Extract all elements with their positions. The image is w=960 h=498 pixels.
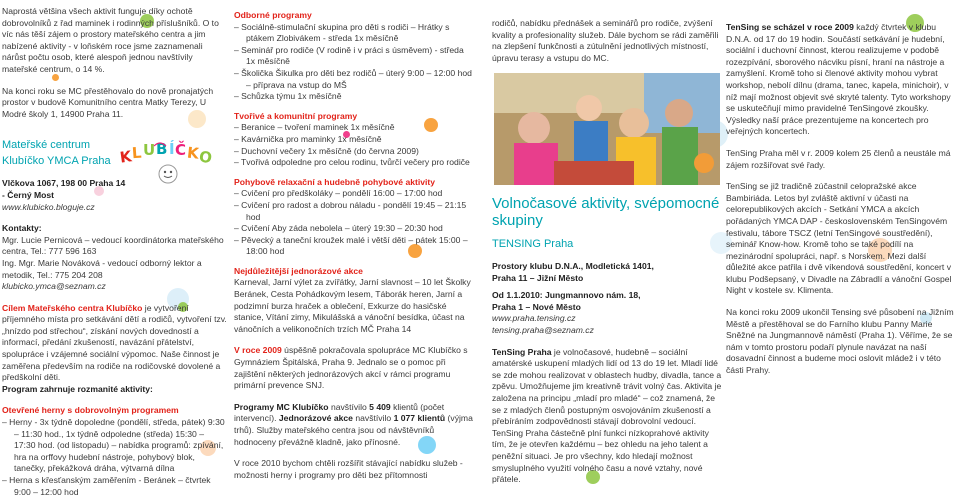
svg-text:O: O <box>197 147 214 168</box>
contact-2: Ing. Mgr. Marie Nováková - vedoucí odborný lektor a metodik, Tel.: 775 204 208 <box>2 257 202 280</box>
intro-paragraph: Naprostá většina všech aktivit funguje díky ochotě dobrovolníků z řad maminek i rodinných příslušníků. O to víc nás těší zájem o prostory mateřského centra a jim nabízené aktivity - v loňském roce jsme zaznamenali nárůst počtu osob, které alespoň jednou navštívily mateřské centrum, o 14 %. <box>2 6 219 74</box>
tensing-move: Na konci roku 2009 ukončil Tensing své působení na Jižním Městě a přestěhoval se do Farního klubu Panny Marie Sněžné na Jungmannově náměstí (Praha 1). Věříme, že se nám v tomto prostoru podaří plynule navázat na naší dosavadní činnost a budeme moci oslovit mládež i v této části Prahy. <box>726 307 954 376</box>
list-item: – Tvořivá odpoledne pro celou rodinu, tvůrčí večery pro rodiče <box>234 157 470 168</box>
column-3-lower <box>492 195 722 496</box>
list-item: – Duchovní večery 1x měsíčně (do června 2009) <box>234 145 419 156</box>
svg-text:Č: Č <box>175 141 187 159</box>
leisure-title: Volnočasové aktivity, svépomocné skupiny <box>492 195 720 229</box>
svg-text:K: K <box>186 143 200 163</box>
list-item: – Cvičení pro radost a dobrou náladu - pondělí 19:45 – 21:15 hod <box>234 199 467 222</box>
address-line2: - Černý Most <box>2 189 55 200</box>
tensing-subtitle: TENSING Praha <box>492 238 574 250</box>
stats-paragraph: Programy MC Klubíčko navštívilo 5 409 klientů (počet intervencí). Jednorázové akce navštívilo 1 077 klientů (výjma trhů). Služby mateřského centra jsou od návštěvníků hodnoceny převážně kladně, jako přínosné. <box>234 401 473 447</box>
column-1 <box>2 6 227 498</box>
events-title: Nejdůležitější jednorázové akce <box>234 265 363 276</box>
movement-programs-title: Pohybově relaxační a hudebně pohybové aktivity <box>234 176 436 187</box>
events-paragraph: Karneval, Jarní výlet za zvířátky, Jarní slavnost – 10 let Školky Beránek, Cesta Pohádkovým lesem, Táborák heren, Jarní a podzimní burza hraček a oblečení, Exkurze do hasičské stanice, Vítání zimy, Mikulášská a vánoční besídka, účast na vánočních a velikonočních trzích MČ Praha 14 <box>234 277 471 334</box>
list-item: – Herna s křesťanským zaměřením - Beránek – čtvrtek 9:00 – 12:00 hod <box>2 475 211 497</box>
expert-programs-title: Odborné programy <box>234 10 312 20</box>
creative-programs-title: Tvořivé a komunitní programy <box>234 110 358 121</box>
list-item: – Cvičení Aby záda nebolela – úterý 19:30 – 20:30 hod <box>234 223 443 234</box>
club-address-2: Praha 11 – Jižní Město <box>492 272 584 283</box>
tensing-description: TenSing Praha je volnočasové, hudebně – sociální amatérské uskupení mladých lidí od 13 do 19 let. Mladí lidé se zde mohou realizovat v oblastech hudby, divadla, tance a zpěvu. Umožňujeme jim kreativně trávit volný čas. Aktivita je založena na principu „mladí pro mladé“ – což znamená, že se z mladých členů postupným osvojováním zkušeností a přebíráním zodpovědnosti stávají dobrovolní vedoucí. TenSing Praha částečně plní funkci nízkoprahové aktivity tím, že je otevřen každému – bez ohledu na jeho talent a peněžní situaci. Je pro všechny, kdo hledají možnost smysluplného využití volného času a nové vztahy, nové přátele. <box>492 346 722 485</box>
centre-title-line1: Mateřské centrum <box>2 139 91 152</box>
svg-text:U: U <box>143 141 156 159</box>
column-2 <box>234 10 474 491</box>
klubicko-logo <box>118 138 218 186</box>
list-item: – Schůzka týmu 1x měsíčně <box>234 91 342 102</box>
list-item: – Pěvecký a taneční kroužek malé i větší děti – pátek 15:00 – 18:00 hod <box>234 234 468 257</box>
movement-programs-list <box>234 188 474 258</box>
plans-paragraph: V roce 2010 bychom chtěli rozšířit stávající nabídku služeb - možnosti herny i programy pro děti bez přítomnosti <box>234 458 463 480</box>
svg-text:B: B <box>156 140 168 158</box>
cooperation-paragraph <box>234 345 474 391</box>
svg-text:K: K <box>118 147 133 167</box>
list-item: – Herny - 3x týdně dopoledne (pondělí, středa, pátek) 9:30 – 11:30 hod., 1x týdně odpoledne (středa) 15:30 – 17:30 hod. (od listopadu) – nabídka programů: zpívání, hra na orffovy hudební nástroje, pohybový blok, tanečky, překážková dráha, výtvarná dílna <box>2 417 225 474</box>
new-address-1: Od 1.1.2010: Jungmannovo nám. 18, <box>492 290 641 301</box>
list-item: – Školička Šikulka pro děti bez rodičů – úterý 9:00 – 12:00 hod – příprava na vstup do MŠ <box>234 67 472 90</box>
open-herny-title: Otevřené herny s dobrovolným programem <box>2 405 179 416</box>
contacts-label: Kontakty: <box>2 223 42 234</box>
column-4 <box>726 22 958 387</box>
club-address-1: Prostory klubu D.N.A., Modletická 1401, <box>492 261 654 271</box>
move-paragraph: Na konci roku se MC přestěhovalo do nově pronajatých prostor v budově Komunitního centra Matky Terezy, U Modré školy 1, 14900 Praha 11. <box>2 85 214 119</box>
cooperation-rest: úspěšně pokračovala spolupráce MC Klubíčko s Gymnáziem Špitálská, Praha 9. Jednalo se o pomoc při zajištění některých jednorázových akcí v rámci programu primární prevence SNJ. <box>234 345 468 391</box>
email-link[interactable]: klubicko.ymca@seznam.cz <box>2 281 106 292</box>
new-address-2: Praha 1 – Nové Město <box>492 301 581 312</box>
tensing-members: TenSing Praha měl v r. 2009 kolem 25 členů a neustále má zájem rozšiřovat své řady. <box>726 147 951 170</box>
tensing-web-link[interactable]: www.praha.tensing.cz <box>492 313 576 324</box>
contact-1: Mgr. Lucie Pernicová – vedoucí koordinátorka mateřského centra, Tel.: 777 596 163 <box>2 234 224 257</box>
svg-text:L: L <box>131 143 143 163</box>
goal-paragraph <box>2 303 227 384</box>
plans-continued: rodičů, nabídku přednášek a seminářů pro rodiče, zvýšení kvality a profesionality služeb. Dále bychom se rádi zaměřili na zlepšení funkčnosti a zútulnění jednotlivých místností, úpravu terasy a vstupu do MC. <box>492 18 719 63</box>
children-photo <box>494 73 720 185</box>
list-item: – Cvičení pro předškoláky – pondělí 16:00 – 17:00 hod <box>234 188 443 199</box>
goal-rest: je vytvoření příjemného místa pro setkávání dětí a rodičů, vytvoření tzv. „hnízdo pod střechou“, získání nových dovedností a informací, předání zkušeností, navázání přátelství, spolupráce i vzájemné sociální výpomoc. Naše činnost je zaměřena především na rodiče na rodičovské dovolené a předškolní děti. <box>2 302 227 383</box>
tensing-events: TenSing se již tradičně zúčastnil celopražské akce Bambiriáda. Letos byl zvláště aktivní v účasti na celorepublikových akcích - Setkání YMCA a akcích pořádaných YMCA DAP - československém TenSingovém festivalu, tábore TSCZ (letní TenSingové soustředění), seminář Know-how. Kromě toho se také podílí na mezinárodní spolupráci, např. s Norskem. Mezi další důležité akce patřila i dvě víkendová soustředění, koncert v klubu Podšepsaný, v Divadle na Zábradlí a vánoční Gospel Night v kostele sv. Klimenta. <box>726 181 952 296</box>
program-label: Program zahrnuje rozmanité aktivity: <box>2 383 153 394</box>
list-item: – Seminář pro rodiče (V rodině i v práci s úsměvem) - středa 1x měsíčně <box>234 44 464 67</box>
goal-bold: Cílem Mateřského centra Klubíčko <box>2 302 143 313</box>
list-item: – Sociálně-stimulační skupina pro děti s rodiči – Hrátky s ptákem Zlobivákem - středa 1x měsíčně <box>234 21 450 44</box>
cooperation-bold: V roce 2009 <box>234 345 282 356</box>
list-item: – Beranice – tvoření maminek 1x měsíčně <box>234 122 395 133</box>
expert-programs-list <box>234 22 474 103</box>
list-item: – Kavárnička pro maminky 1x měsíčně <box>234 133 382 144</box>
tensing-meetings: TenSing se scházel v roce 2009 každý čtvrtek v klubu D.N.A. od 17 do 19 hodin. Součástí setkávání je hudební, sociální i duchovní činnost, kterou realizujeme v podobě rozezpívání, sborového nácviku písní, hraní na nástroje a zamyšlení. Kromě toho si členové aktivity mohou vybrat workshop, nebolí dílnu (drama, tanec, kapela, minichoir), v níž mají možnost objevit své skryté talenty. Tyto workshopy se uskutečňují mimo pravidelné TenSingové zkoušky. Výsledky naší práce prezentujeme na koncertech pro veřejných koncertech. <box>726 22 951 137</box>
svg-text:Í: Í <box>169 140 175 158</box>
address-line1: Vlčkova 1067, 198 00 Praha 14 <box>2 178 126 189</box>
tensing-email-link[interactable]: tensing.praha@seznam.cz <box>492 324 594 335</box>
creative-programs-list <box>234 122 474 168</box>
centre-title-line2: Klubíčko YMCA Praha <box>2 155 111 168</box>
web-link[interactable]: www.klubicko.bloguje.cz <box>2 201 95 212</box>
